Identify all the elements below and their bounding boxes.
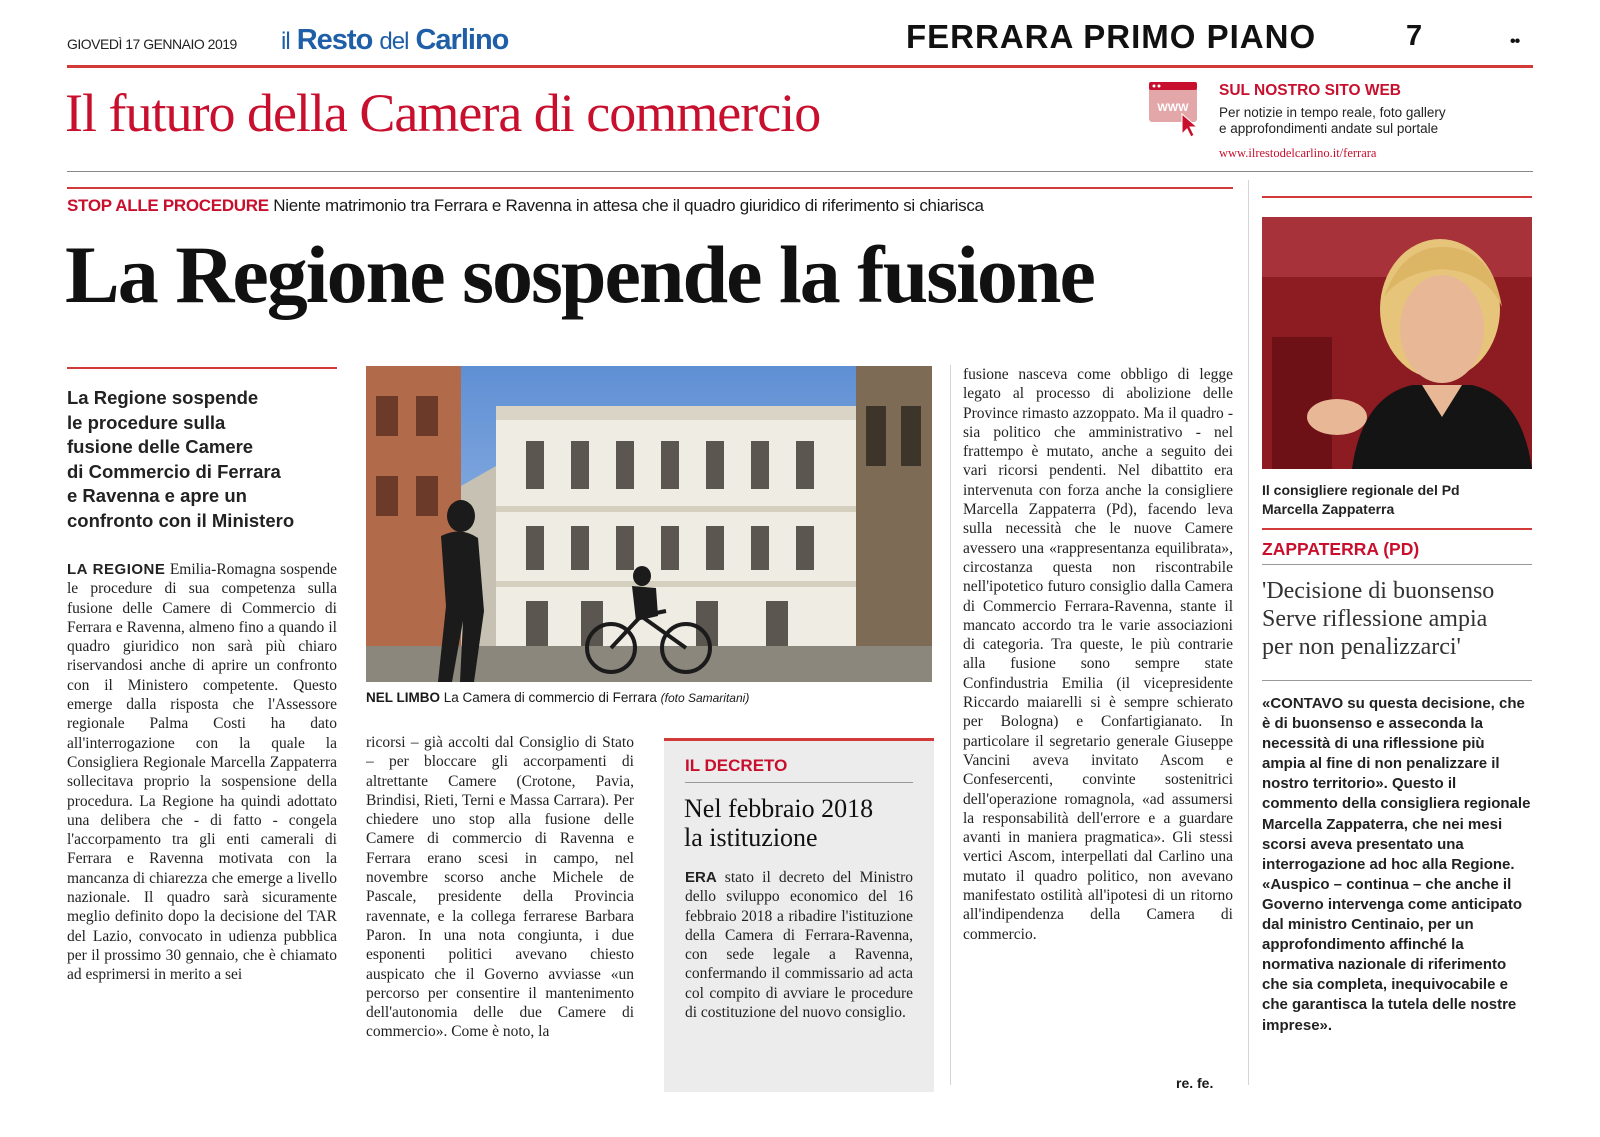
summary-rule [67, 367, 337, 369]
portrait-caption [1262, 481, 1460, 519]
summary-line: La Regione sospende [67, 387, 259, 408]
summary-line: confronto con il Ministero [67, 509, 295, 531]
headline: La Regione sospende la fusione [65, 229, 1094, 320]
logo-del: del [379, 28, 409, 55]
column-divider [950, 365, 951, 1085]
decreto-title [684, 794, 873, 852]
quote-line-1: 'Decisione di buonsenso [1262, 578, 1495, 604]
zappaterra-portrait [1262, 217, 1532, 469]
lead-word: LA REGIONE [67, 561, 166, 578]
column-divider [1248, 180, 1249, 1085]
sidebar-quote-rule [1262, 680, 1532, 681]
portrait-caption-line-1: Il consigliere regionale del Pd [1262, 482, 1460, 498]
quote-line-2: Serve riflessione ampia [1262, 606, 1488, 632]
sidebar-lead-word: «CONTAVO [1262, 695, 1344, 712]
decreto-title-line-2: la istituzione [684, 823, 818, 852]
summary-line: fusione delle Camere [67, 436, 254, 457]
web-url-link[interactable]: www.ilrestodelcarlino.it/ferrara [1219, 146, 1377, 160]
decreto-lead-word: ERA [685, 869, 717, 886]
banner-rule [67, 171, 1533, 172]
header-dots: •• [1510, 33, 1520, 50]
header-rule [67, 65, 1533, 68]
photo-caption-label: NEL LIMBO [366, 690, 440, 705]
web-line-1: Per notizie in tempo reale, foto gallery [1219, 105, 1446, 120]
sidebar-section-rule [1262, 528, 1532, 530]
article-column-3: fusione nasceva come obbligo di legge legato al processo di abolizione delle Province rimasto azzoppato. Ma il quadro - sia politico che amministrativo - nel frattempo è mutato, anche a seguito dei vari ricorsi pendenti. Nel dibattito era intervenuta con forza anche la consigliere Marcella Zappaterra (Pd), facendo leva sulla necessità che le nuove Camere avessero una «rappresentanza equilibrata», circostanza questa non riscontrabile nell'ipotetico futuro consiglio dalla Camera di Commercio Ferrara-Ravenna, stante il mancato accordo tra le varie associazioni di categoria. Tra queste, le più contrarie alla fusione sono sempre state Confindustria Emilia (il vicepresidente Riccardo maiarelli si è sempre schierato per Bologna) e Confartigianato. In particolare il segretario generale Giuseppe Vancini aveva invitato Ascom e Confesercenti, convinte sostenitrici dell'operazione romagnola, «ad assumersi la responsabilità dell'errore e a guardare avanti in maniera pragmatica». Gli stessi vertici Ascom, interpellati dal Carlino una mutato il quadro politico, non avevano manifestato ostilità all'ipotesi di un ritorno all'indipendenza della Camera di commercio. [963, 366, 1233, 943]
article-column-1 [67, 560, 337, 1080]
decreto-text [685, 868, 913, 1088]
logo-resto: Resto [296, 24, 373, 56]
decreto-body: stato il decreto del Ministro dello sviluppo economico del 16 febbraio 2018 a ribadire l'istituzione della Camera di Ferrara-Ravenna, con sede legale a Ravenna, confermando il commissario ad acta col compito di avviare le procedure di costituzione del nuovo consiglio. [685, 869, 913, 1022]
sidebar-label-rule [1262, 564, 1532, 565]
decreto-title-line-1: Nel febbraio 2018 [684, 794, 874, 823]
www-icon-label: WWW [1157, 102, 1189, 114]
web-description [1219, 105, 1446, 137]
quote-line-3: per non penalizzarci' [1262, 634, 1461, 660]
kicker [67, 196, 984, 216]
decreto-label: IL DECRETO [685, 756, 788, 775]
page-topic-title: Il futuro della Camera di commercio [65, 83, 821, 143]
section-title: FERRARA PRIMO PIANO [906, 18, 1317, 55]
summary-line: e Ravenna e apre un [67, 485, 247, 506]
web-title: SUL NOSTRO SITO WEB [1219, 82, 1401, 99]
column-1-text: Emilia-Romagna sospende le procedure di sua competenza sulla fusione delle Camere di Commercio di Ferrara e Ravenna, almeno fino a quando il quadro giuridico non sarà più chiaro riservandosi anche di aprire un confronto con il Ministero competente. Questo emerge dalla risposta che l'Assessore regionale Palma Costi ha dato all'interrogazione con la quale la Consigliera Regionale Marcella Zappaterra sollecitava proprio la sospensione della procedura. La Regione ha quindi adottato una delibera che - di fatto - congela l'accorpamento tra gli enti camerali di Ferrara e Ravenna motivata con la mancanza di chiarezza che emerge a livello nazionale. Il quadro sarà sicuramente meglio definito dopo la decisione del TAR del Lazio, convocato in udienza pubblica per il prossimo 30 gennaio, che è chiamato ad esprimersi in merito a sei [67, 561, 337, 984]
page-number: 7 [1406, 20, 1423, 52]
sidebar-label: ZAPPATERRA (PD) [1262, 539, 1420, 559]
sidebar-body: su questa decisione, che è di buonsenso e asseconda la necessità di una riflessione più ampia al fine di non penalizzare il nostro territorio». Questo il commento della consigliera regionale Marcella Zappaterra, che nei mesi scorsi aveva presentato una interrogazione ad hoc alla Regione. «Auspico – continua – che anche il Governo intervenga come anticipato dal ministro Centinaio, per un approfondimento affinché la normativa nazionale di riferimento che sia completa, inequivocabile e che garantisca la tutela delle nostre imprese». [1262, 695, 1531, 1034]
issue-date: GIOVEDÌ 17 GENNAIO 2019 [67, 36, 237, 52]
kicker-rule [67, 187, 1233, 189]
logo-il: il [281, 28, 290, 55]
www-icon [1148, 80, 1202, 138]
logo-carlino: Carlino [415, 24, 509, 56]
decreto-label-rule [685, 782, 913, 783]
web-line-2: e approfondimenti andate sul portale [1219, 121, 1439, 136]
sidebar-rule [1262, 196, 1532, 198]
signature: re. fe. [1176, 1075, 1214, 1091]
photo-caption-text: La Camera di commercio di Ferrara [443, 690, 657, 705]
photo-credit: (foto Samaritani) [660, 691, 750, 705]
summary [67, 386, 294, 533]
portrait-caption-line-2: Marcella Zappaterra [1262, 501, 1395, 517]
decreto-rule [664, 738, 934, 741]
sidebar-quote [1262, 577, 1494, 661]
kicker-label: STOP ALLE PROCEDURE [67, 196, 269, 215]
summary-line: di Commercio di Ferrara [67, 460, 281, 482]
kicker-text: Niente matrimonio tra Ferrara e Ravenna in attesa che il quadro giuridico di riferimento si chiarisca [273, 196, 984, 215]
sidebar-text [1262, 694, 1532, 1094]
decreto-box [664, 738, 934, 1092]
newspaper-logo [281, 24, 508, 57]
summary-line: le procedure sulla [67, 411, 226, 433]
article-column-2: ricorsi – già accolti dal Consiglio di Stato – per bloccare gli accorpamenti di altrettante Camere (Crotone, Pavia, Brindisi, Rieti, Terni e Massa Carrara). Per chiedere uno stop alla fusione delle Camere di commercio di Ravenna e Ferrara erano scesi in campo, nel novembre scorso anche Michele de Pascale, presidente della Provincia ravennate, e la collega ferrarese Barbara Paron. In una nota congiunta, i due esponenti politici avevano chiesto auspicato che il Governo avviasse «un percorso per consentire il mantenimento dell'autonomia delle due Camere di commercio». Come è noto, la [366, 734, 634, 1041]
chamber-of-commerce-photo [366, 366, 932, 682]
photo-caption [366, 690, 749, 705]
